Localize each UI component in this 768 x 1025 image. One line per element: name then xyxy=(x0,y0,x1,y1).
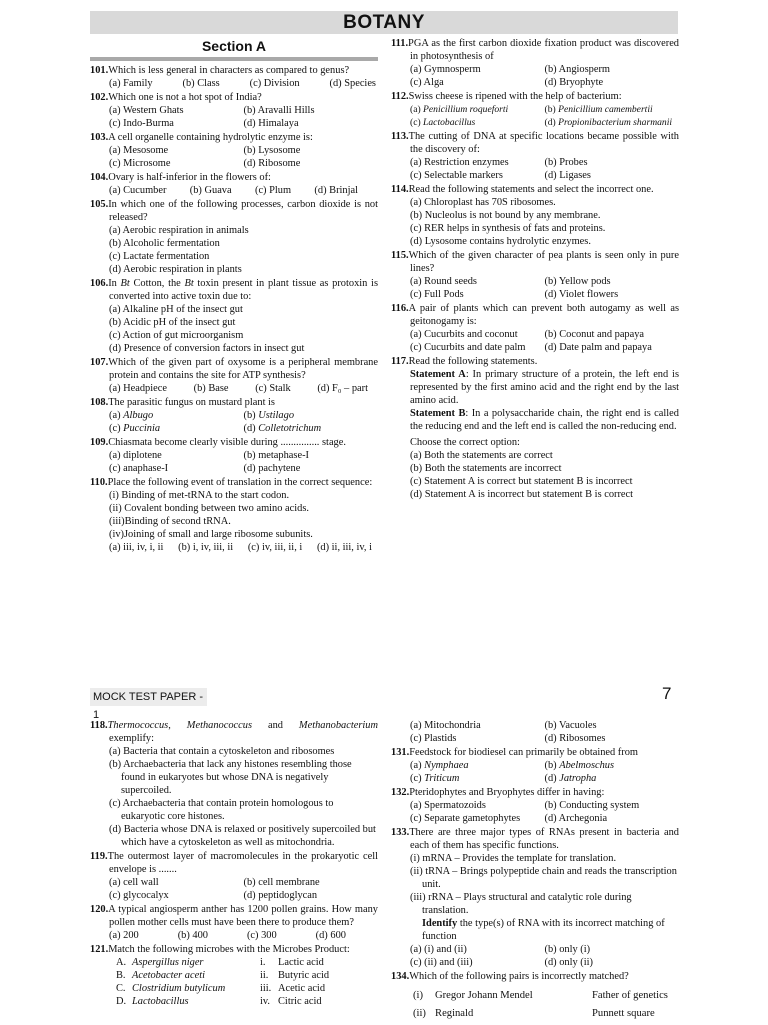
option-label: (b) xyxy=(544,104,559,115)
question-number: 109. xyxy=(90,437,109,448)
option-a[interactable]: (a) Gymnosperm xyxy=(410,64,481,75)
question-107 xyxy=(90,356,378,395)
question-number: 132. xyxy=(391,787,410,798)
option-a[interactable]: (a) Aerobic respiration in animals xyxy=(109,225,249,236)
option-d[interactable] xyxy=(545,116,680,129)
question-number: 102. xyxy=(90,92,109,103)
option-a[interactable]: (a) Family xyxy=(109,78,153,89)
option-a[interactable]: (a) Western Ghats xyxy=(109,105,184,116)
match-table xyxy=(90,956,378,1008)
question-text: exemplify: xyxy=(109,733,155,744)
section-title: Section A xyxy=(201,38,267,54)
option-b[interactable]: (b) Class xyxy=(182,78,220,89)
product-name: Acetic acid xyxy=(278,983,326,994)
question-number: 120. xyxy=(90,904,109,915)
option-label: (c) xyxy=(109,423,124,434)
option-b[interactable]: (b) only (i) xyxy=(544,944,591,955)
question-number: 108. xyxy=(90,397,109,408)
option-d[interactable]: (d) Statement A is incorrect but statement B is correct xyxy=(410,489,634,500)
question-number: 105. xyxy=(90,199,109,210)
option-c[interactable] xyxy=(410,116,545,129)
statement-text: : In primary structure of a protein, the left end is represented by the first amino acid and the right end by the last amino acid. xyxy=(410,369,679,406)
option-c[interactable]: (c) RER helps in synthesis of fats and proteins. xyxy=(410,223,606,234)
option-d[interactable]: (d) Archegonia xyxy=(544,813,608,824)
sequence-item: (i) Binding of met-tRNA to the start codon. xyxy=(109,490,290,501)
separator: and xyxy=(252,720,299,731)
option-b[interactable]: (b) metaphase-I xyxy=(243,450,309,461)
option-a[interactable]: (a) 200 xyxy=(109,930,139,941)
option-text: Abelmoschus xyxy=(559,760,615,771)
question-text: Pteridophytes and Bryophytes differ in having: xyxy=(409,787,605,798)
question-number: 111. xyxy=(391,38,409,49)
option-b[interactable]: (b) Yellow pods xyxy=(544,276,611,287)
options-row xyxy=(90,77,378,90)
question-132 xyxy=(391,786,679,825)
match-row xyxy=(116,995,378,1008)
option-c[interactable]: (c) (ii) and (iii) xyxy=(410,957,473,968)
rna-item: (i) mRNA – Provides the template for translation. xyxy=(410,853,617,864)
option-text: Penicillium camembertii xyxy=(558,104,653,115)
row-roman: i. xyxy=(260,957,266,968)
option-c[interactable]: (c) Division xyxy=(249,78,300,89)
row-number: (ii) xyxy=(413,1008,426,1019)
question-104 xyxy=(90,171,378,197)
question-text-part: Cotton, the xyxy=(129,278,185,289)
match-row xyxy=(116,969,378,982)
option-a[interactable]: (a) diplotene xyxy=(109,450,162,461)
option-c[interactable]: (c) Full Pods xyxy=(410,289,464,300)
option-b[interactable]: (b) Nucleolus is not bound by any membrane. xyxy=(410,210,601,221)
option-d[interactable]: (d) Ligases xyxy=(544,170,591,181)
page2-left-column xyxy=(90,719,378,1009)
option-a[interactable]: (a) cell wall xyxy=(109,877,159,888)
separator: , xyxy=(168,720,187,731)
bt-term: Bt xyxy=(120,278,130,289)
option-b[interactable]: (b) Conducting system xyxy=(544,800,640,811)
identify-text: the type(s) of RNA with its incorrect matching of function xyxy=(422,918,665,942)
option-b[interactable] xyxy=(545,759,680,772)
option-text: Lactobacillus xyxy=(423,117,476,128)
question-number: 119. xyxy=(90,851,108,862)
option-b[interactable]: (b) Alcoholic fermentation xyxy=(109,238,220,249)
option-d[interactable]: (d) ii, iii, iv, i xyxy=(316,542,372,553)
option-d[interactable]: (d) Bryophyte xyxy=(544,77,604,88)
option-d[interactable]: (d) only (ii) xyxy=(544,957,593,968)
option-a[interactable]: (a) (i) and (ii) xyxy=(410,944,467,955)
option-a[interactable]: (a) Mitochondria xyxy=(410,720,481,731)
question-text: Place the following event of translation in the correct sequence: xyxy=(107,477,373,488)
match-row xyxy=(116,956,378,969)
option-d[interactable]: (d) Ribosome xyxy=(243,158,301,169)
question-text: Which of the following pairs is incorrectly matched? xyxy=(409,971,629,982)
option-c[interactable]: (c) Selectable markers xyxy=(410,170,503,181)
option-c[interactable]: (c) Cucurbits and date palm xyxy=(410,342,526,353)
option-d[interactable]: (d) Bacteria whose DNA is relaxed or positively supercoiled but which have a cytoskeleton as well as mitochondria. xyxy=(109,824,376,848)
option-c[interactable]: (c) Plastids xyxy=(410,733,457,744)
option-c[interactable]: (c) Plum xyxy=(254,185,292,196)
question-text: PGA as the first carbon dioxide fixation product was discovered in photosynthesis of xyxy=(408,38,679,62)
option-d[interactable]: (d) Aerobic respiration in plants xyxy=(109,264,242,275)
option-c[interactable]: (c) Archaebacteria that contain protein homologous to eukaryotic core histones. xyxy=(109,798,334,822)
question-108 xyxy=(90,396,378,435)
microbe-name: Aspergillus niger xyxy=(132,957,204,968)
option-a[interactable]: (a) Chloroplast has 70S ribosomes. xyxy=(410,197,556,208)
option-d[interactable]: (d) Lysosome contains hydrolytic enzymes. xyxy=(410,236,591,247)
option-b[interactable]: (b) Coconut and papaya xyxy=(544,329,645,340)
option-b[interactable]: (b) cell membrane xyxy=(243,877,320,888)
match-row xyxy=(116,982,378,995)
question-number: 116. xyxy=(391,303,409,314)
option-d[interactable] xyxy=(244,422,379,435)
contribution: Father of genetics xyxy=(592,990,668,1001)
question-number: 113. xyxy=(391,131,409,142)
question-103 xyxy=(90,131,378,170)
option-label: (d) xyxy=(243,423,259,434)
option-a[interactable]: (a) iii, iv, i, ii xyxy=(109,542,164,553)
pair-row xyxy=(413,1007,679,1020)
rna-item: (ii) tRNA – Brings polypeptide chain and reads the transcription unit. xyxy=(410,866,677,890)
question-106 xyxy=(90,277,378,355)
option-label: (b) xyxy=(243,410,259,421)
option-text: Colletotrichum xyxy=(258,423,322,434)
option-b[interactable]: (b) Archaebacteria that lack any histones resembling those found in eukaryotes but whose DNA is negatively supercoiled. xyxy=(109,759,352,796)
question-text: Which of the given part of oxysome is a peripheral membrane protein and contains the site for ATP synthesis? xyxy=(108,357,378,381)
question-text-part: toxin present in plant tissue as protoxin is converted into active toxin due to: xyxy=(109,278,378,302)
option-c[interactable]: (c) Separate gametophytes xyxy=(410,813,521,824)
row-key: B. xyxy=(116,970,126,981)
section-divider xyxy=(90,57,378,61)
option-label: (d) xyxy=(544,773,560,784)
option-c[interactable]: (c) Action of gut microorganism xyxy=(109,330,244,341)
question-text: Ovary is half-inferior in the flowers of: xyxy=(108,172,271,183)
row-number: (i) xyxy=(413,990,423,1001)
question-number: 106. xyxy=(90,278,109,289)
option-d[interactable]: (d) Presence of conversion factors in insect gut xyxy=(109,343,305,354)
option-label: (a) xyxy=(410,760,425,771)
scientist-name: Gregor Johann Mendel xyxy=(435,990,533,1001)
option-text: Triticum xyxy=(424,773,460,784)
pairs-table xyxy=(391,989,679,1020)
question-text: Match the following microbes with the Microbes Product: xyxy=(108,944,350,955)
microbe-name: Lactobacillus xyxy=(132,996,189,1007)
option-c[interactable]: (c) 300 xyxy=(246,930,277,941)
option-label: (c) xyxy=(410,117,424,128)
scientist-name: Reginald xyxy=(435,1008,474,1019)
row-key: D. xyxy=(116,996,127,1007)
option-d[interactable]: (d) peptidoglycan xyxy=(243,890,318,901)
question-number: 115. xyxy=(391,250,409,261)
microbe-name: Acetobacter aceti xyxy=(132,970,205,981)
option-a[interactable] xyxy=(109,409,244,422)
question-130-options xyxy=(391,719,679,745)
option-a[interactable]: (a) Restriction enzymes xyxy=(410,157,509,168)
microbe-name: Clostridium butylicum xyxy=(132,983,226,994)
question-number: 114. xyxy=(391,184,409,195)
statement-b xyxy=(391,407,679,433)
question-text: Read the following statements. xyxy=(408,356,538,367)
option-d[interactable]: (d) Himalaya xyxy=(243,118,299,129)
question-110 xyxy=(90,476,378,554)
question-text: The parasitic fungus on mustard plant is xyxy=(108,397,275,408)
option-label: (a) xyxy=(109,410,124,421)
question-101 xyxy=(90,64,378,90)
question-number: 101. xyxy=(90,65,109,76)
question-118 xyxy=(90,719,378,849)
option-a[interactable]: (a) Mesosome xyxy=(109,145,169,156)
identify-instruction xyxy=(410,917,679,943)
product-name: Butyric acid xyxy=(278,970,330,981)
option-b[interactable] xyxy=(545,103,680,116)
option-d[interactable]: (d) Brinjal xyxy=(314,185,358,196)
organism-name: Methanococcus xyxy=(186,720,253,731)
option-label: (a) xyxy=(410,104,424,115)
sequence-item: (ii) Covalent bonding between two amino acids. xyxy=(109,503,309,514)
option-b[interactable]: (b) 400 xyxy=(177,930,208,941)
option-d[interactable]: (d) Ribosomes xyxy=(544,733,606,744)
question-114 xyxy=(391,183,679,248)
question-text: Which one is not a hot spot of India? xyxy=(108,92,262,103)
option-a[interactable]: (a) Cucurbits and coconut xyxy=(410,329,518,340)
question-number: 110. xyxy=(90,477,108,488)
option-b[interactable]: (b) Guava xyxy=(189,185,232,196)
statement-label: Statement B xyxy=(410,408,466,419)
question-number: 133. xyxy=(391,827,410,838)
option-text: Jatropha xyxy=(559,773,597,784)
option-d[interactable]: (d) Date palm and papaya xyxy=(544,342,652,353)
page1-right-column xyxy=(391,37,679,502)
question-116 xyxy=(391,302,679,354)
option-label: (b) xyxy=(544,760,560,771)
option-c[interactable]: (c) Alga xyxy=(410,77,444,88)
question-text: Feedstock for biodiesel can primarily be obtained from xyxy=(409,747,638,758)
option-label: (c) xyxy=(410,773,425,784)
question-text: Swiss cheese is ripened with the help of bacterium: xyxy=(408,91,622,102)
option-b[interactable]: (b) Acidic pH of the insect gut xyxy=(109,317,236,328)
option-text: Albugo xyxy=(123,410,154,421)
question-text: A cell organelle containing hydrolytic enzyme is: xyxy=(108,132,313,143)
question-text: A typical angiosperm anther has 1200 pollen grains. How many pollen mother cells must have been there to produce them? xyxy=(108,904,378,928)
pair-row xyxy=(413,989,679,1002)
question-number: 103. xyxy=(90,132,109,143)
option-text: Ustilago xyxy=(258,410,295,421)
organism-name: Thermococcus xyxy=(107,720,169,731)
option-c[interactable]: (c) Lactate fermentation xyxy=(109,251,210,262)
question-number: 121. xyxy=(90,944,109,955)
question-117 xyxy=(391,355,679,501)
question-text: There are three major types of RNAs present in bacteria and each of them has specific functions. xyxy=(409,827,679,851)
sequence-item: (iii)Binding of second tRNA. xyxy=(109,516,231,527)
question-102 xyxy=(90,91,378,130)
option-b[interactable]: (b) Lysosome xyxy=(243,145,301,156)
option-c[interactable] xyxy=(109,422,244,435)
option-c[interactable]: (c) Indo-Burma xyxy=(109,118,174,129)
question-133 xyxy=(391,826,679,969)
question-number: 112. xyxy=(391,91,409,102)
question-120 xyxy=(90,903,378,942)
option-text: Propionibacterium sharmanii xyxy=(558,117,673,128)
option-c[interactable] xyxy=(410,772,545,785)
statement-label: Statement A xyxy=(410,369,466,380)
question-text: The outermost layer of macromolecules in the prokaryotic cell envelope is ....... xyxy=(107,851,378,875)
option-a[interactable] xyxy=(410,759,545,772)
option-d[interactable]: (d) 600 xyxy=(315,930,346,941)
page2-right-column xyxy=(391,719,679,1025)
statement-a xyxy=(391,368,679,407)
question-text: Which of the given character of pea plants is seen only in pure lines? xyxy=(408,250,679,274)
option-d[interactable]: (d) F₀ – part xyxy=(317,383,368,394)
bt-term: Bt xyxy=(184,278,194,289)
option-b[interactable]: (b) i, iv, iii, ii xyxy=(178,542,234,553)
option-text: Nymphaea xyxy=(424,760,469,771)
option-c[interactable]: (c) glycocalyx xyxy=(109,890,169,901)
option-b[interactable]: (b) Angiosperm xyxy=(544,64,611,75)
contribution: Punnett square xyxy=(592,1008,655,1019)
option-c[interactable]: (c) anaphase-I xyxy=(109,463,169,474)
product-name: Lactic acid xyxy=(278,957,324,968)
question-number: 118. xyxy=(90,720,108,731)
option-a[interactable] xyxy=(410,103,545,116)
option-b[interactable] xyxy=(244,409,379,422)
option-text: Puccinia xyxy=(123,423,161,434)
question-text: Read the following statements and select the incorrect one. xyxy=(408,184,654,195)
instruction-text: Choose the correct option: xyxy=(410,437,520,448)
row-roman: iii. xyxy=(260,983,272,994)
option-c[interactable]: (c) Stalk xyxy=(255,383,291,394)
option-d[interactable] xyxy=(545,772,680,785)
row-roman: ii. xyxy=(260,970,269,981)
question-115 xyxy=(391,249,679,301)
question-text-part: In xyxy=(108,278,121,289)
rna-item: (iii) rRNA – Plays structural and catalytic role during translation. xyxy=(410,892,632,916)
row-roman: iv. xyxy=(260,996,271,1007)
option-c[interactable]: (c) iv, iii, ii, i xyxy=(247,542,303,553)
question-text: Chiasmata become clearly visible during ............... stage. xyxy=(108,437,346,448)
sequence-item: (iv)Joining of small and large ribosome subunits. xyxy=(109,529,313,540)
option-b[interactable]: (b) Aravalli Hills xyxy=(243,105,315,116)
option-a[interactable]: (a) Alkaline pH of the insect gut xyxy=(109,304,243,315)
question-number: 131. xyxy=(391,747,410,758)
row-key: A. xyxy=(116,957,127,968)
option-d[interactable]: (d) pachytene xyxy=(243,463,301,474)
option-b[interactable]: (b) Vacuoles xyxy=(544,720,597,731)
row-key: C. xyxy=(116,983,126,994)
footer-label: MOCK TEST PAPER - 1 xyxy=(90,688,207,706)
option-a[interactable]: (a) Spermatozoids xyxy=(410,800,486,811)
question-number: 107. xyxy=(90,357,109,368)
option-a[interactable]: (a) Headpiece xyxy=(109,383,167,394)
option-d[interactable]: (d) Violet flowers xyxy=(544,289,619,300)
question-131 xyxy=(391,746,679,785)
option-d[interactable]: (d) Species xyxy=(329,78,376,89)
option-label: (d) xyxy=(544,117,559,128)
question-text: The cutting of DNA at specific locations became possible with the discovery of: xyxy=(408,131,679,155)
question-109 xyxy=(90,436,378,475)
page-number: 7 xyxy=(662,684,672,703)
page1-left-column xyxy=(90,36,378,555)
option-a[interactable]: (a) Cucumber xyxy=(109,185,167,196)
question-111 xyxy=(391,37,679,89)
subject-banner: BOTANY xyxy=(90,11,678,34)
question-119 xyxy=(90,850,378,902)
product-name: Citric acid xyxy=(278,996,322,1007)
question-134 xyxy=(391,970,679,1020)
option-b[interactable]: (b) Probes xyxy=(544,157,588,168)
option-a[interactable]: (a) Round seeds xyxy=(410,276,477,287)
question-113 xyxy=(391,130,679,182)
question-number: 134. xyxy=(391,971,410,982)
question-112 xyxy=(391,90,679,129)
option-c[interactable]: (c) Statement A is correct but statement B is incorrect xyxy=(410,476,633,487)
organism-name: Methanobacterium xyxy=(298,720,378,731)
question-text: In which one of the following processes, carbon dioxide is not released? xyxy=(108,199,378,223)
option-a[interactable]: (a) Bacteria that contain a cytoskeleton and ribosomes xyxy=(109,746,335,757)
question-text: Which is less general in characters as compared to genus? xyxy=(108,65,350,76)
question-121 xyxy=(90,943,378,1008)
option-b[interactable]: (b) Base xyxy=(193,383,229,394)
option-b[interactable]: (b) Both the statements are incorrect xyxy=(410,463,562,474)
identify-label: Identify xyxy=(422,918,458,929)
question-105 xyxy=(90,198,378,276)
option-c[interactable]: (c) Microsome xyxy=(109,158,171,169)
question-number: 104. xyxy=(90,172,109,183)
option-text: Penicillium roqueforti xyxy=(423,104,509,115)
question-text: A pair of plants which can prevent both autogamy as well as geitonogamy is: xyxy=(408,303,679,327)
option-a[interactable]: (a) Both the statements are correct xyxy=(410,450,553,461)
statement-text: : In a polysaccharide chain, the right end is called the reducing end and the left end is called the non-reducing end. xyxy=(410,408,679,432)
question-number: 117. xyxy=(391,356,409,367)
